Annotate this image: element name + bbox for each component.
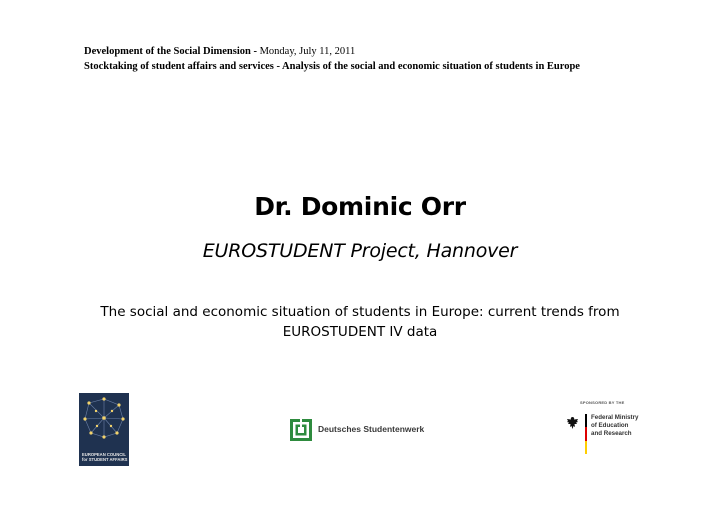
header-date: Monday, July 11, 2011 [259,46,356,57]
federal-eagle-icon [566,416,579,430]
dsw-logo-text: Deutsches Studentenwerk [318,424,425,434]
ministry-name: Federal Ministry of Education and Research [591,414,639,437]
dsw-mark-icon [289,418,313,442]
ecsa-logo [79,393,129,466]
talk-title: The social and economic situation of students in Europe: current trends from EUROSTUDENT IV data [100,304,620,340]
sponsored-by-label: SPONSORED BY THE [580,400,625,405]
flag-stripe-black [585,414,587,427]
ecsa-logo-text: EUROPEAN COUNCIL for STUDENT AFFAIRS [82,452,128,462]
flag-stripe-red [585,427,587,440]
header-line-2: Stocktaking of student affairs and services - Analysis of the social and economic situation of students in Europe [84,61,580,72]
flag-stripe-gold [585,441,587,454]
header-event-title: Development of the Social Dimension - [84,46,260,57]
slide-header [84,44,684,74]
speaker-name: Dr. Dominic Orr [254,192,466,221]
speaker-affiliation: EUROSTUDENT Project, Hannover [202,240,518,262]
header-line-1 [84,44,684,59]
german-flag-bar [585,414,587,454]
bmbf-logo [566,400,666,456]
